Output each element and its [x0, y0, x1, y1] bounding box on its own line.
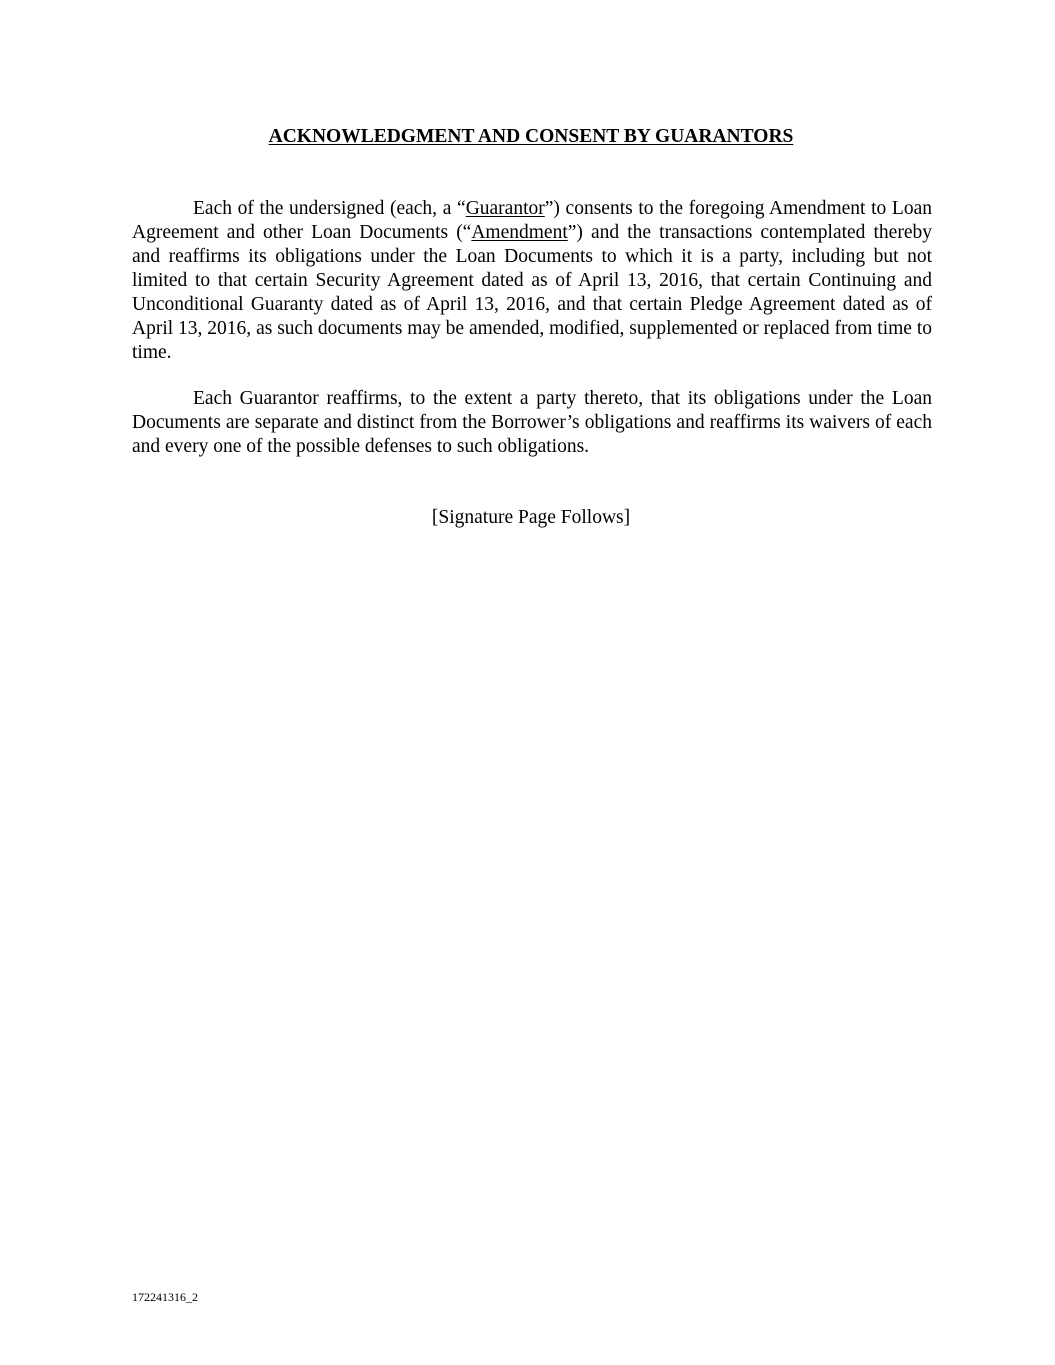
consent-text-part3: ”) and the transactions contemplated thereby and reaffirms its obligations under the Loan Documents to which it is a party, including but not limited to that certain Security Agreement dated as of April 13, 2016, that certain Continuing and Unconditional Guaranty dated as of April 13, 2016, and that certain Pledge Agreement dated as of April 13, 2016, as such documents may be amended, modified, supplemented or replaced from time to time.: [132, 222, 932, 363]
consent-text-part1: Each of the undersigned (each, a “: [193, 198, 466, 219]
document-title: ACKNOWLEDGMENT AND CONSENT BY GUARANTORS: [268, 126, 794, 147]
defined-term-guarantor: Guarantor: [465, 198, 545, 219]
reaffirmation-paragraph: [132, 387, 932, 459]
signature-page-note: [Signature Page Follows]: [431, 507, 631, 528]
consent-text-part2: ”) consents to the foregoing Amendment to Loan Agreement and other Loan Documents (“: [132, 198, 932, 243]
document-id: 172241316_2: [132, 1290, 198, 1304]
defined-term-amendment: Amendment: [471, 222, 568, 243]
consent-paragraph: [132, 197, 932, 365]
reaffirmation-text: Each Guarantor reaffirms, to the extent a party thereto, that its obligations under the Loan Documents are separate and distinct from the Borrower’s obligations and reaffirms its waivers of each and every one of the possible defenses to such obligations.: [132, 388, 932, 457]
